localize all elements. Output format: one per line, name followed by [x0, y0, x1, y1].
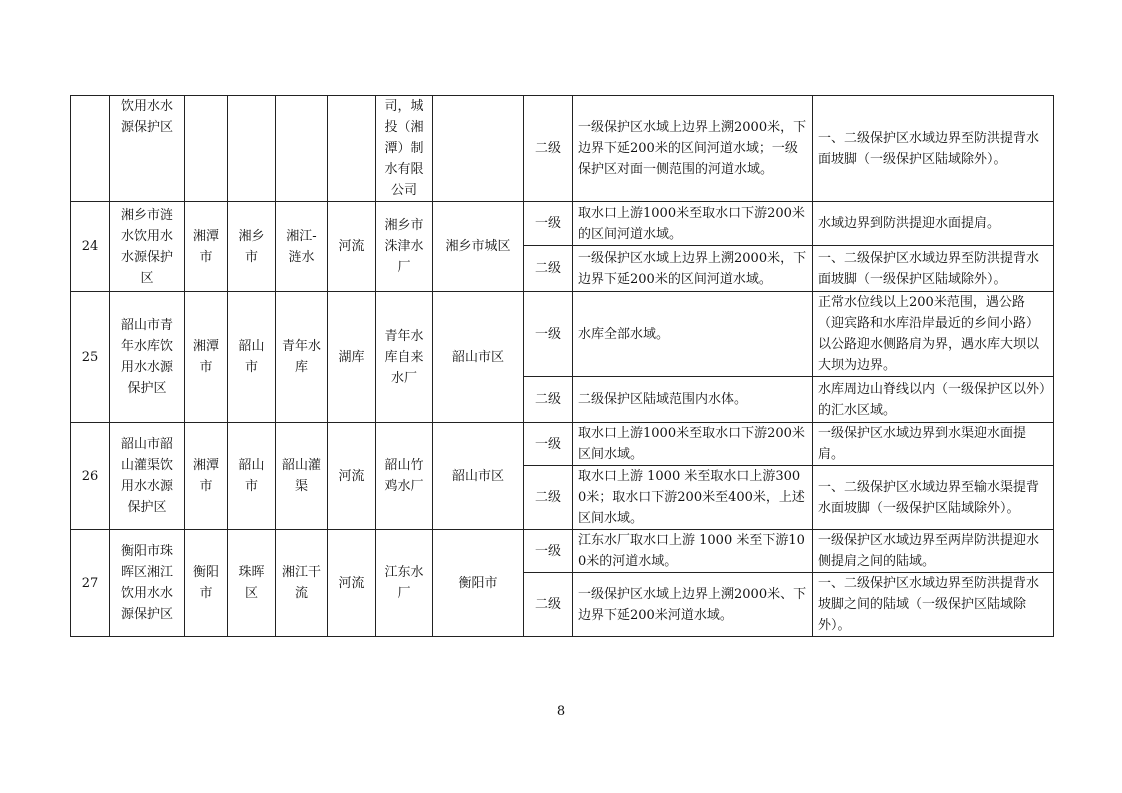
cell-county: 韶山市 — [228, 292, 276, 423]
cell-water-type: 河流 — [328, 202, 376, 292]
cell-water-type: 河流 — [328, 530, 376, 637]
cell-zone-level: 二级 — [524, 573, 573, 637]
cell-county: 珠晖区 — [228, 530, 276, 637]
cell-land-range: 水库周边山脊线以内（一级保护区以外）的汇水区域。 — [813, 377, 1054, 423]
table-row — [71, 423, 1054, 466]
cell-water-range: 水库全部水域。 — [573, 292, 813, 377]
cell-land-range: 一级保护区水域边界到水渠迎水面提肩。 — [813, 423, 1054, 466]
cell-land-range: 一、二级保护区水域边界至防洪提背水坡脚之间的陆域（一级保护区陆域除外）。 — [813, 573, 1054, 637]
cell-protection-area-name: 韶山市韶山灌渠饮用水水源保护区 — [110, 423, 185, 530]
cell-land-range: 正常水位线以上200米范围，遇公路（迎宾路和水库沿岸最近的乡间小路）以公路迎水侧路肩为界，遇水库大坝以大坝为边界。 — [813, 292, 1054, 377]
cell-land-range: 一、二级保护区水域边界至防洪提背水面坡脚（一级保护区陆域除外）。 — [813, 96, 1054, 202]
table-row — [71, 292, 1054, 377]
cell-county: 湘乡市 — [228, 202, 276, 292]
cell-number: 25 — [71, 292, 110, 423]
cell-water-plant: 湘乡市洙津水厂 — [376, 202, 433, 292]
cell-land-range: 水域边界到防洪提迎水面提肩。 — [813, 202, 1054, 246]
cell-water-range: 一级保护区水域上边界上溯2000米，下边界下延200米的区间河道水域；一级保护区对面一侧范围的河道水域。 — [573, 96, 813, 202]
protection-zone-table — [70, 95, 1054, 637]
cell-zone-level: 二级 — [524, 377, 573, 423]
table-body — [71, 96, 1054, 637]
cell-water-range: 一级保护区水域上边界上溯2000米、下边界下延200米河道水域。 — [573, 573, 813, 637]
cell-zone-level: 二级 — [524, 96, 573, 202]
table-row — [71, 202, 1054, 246]
cell-zone-level: 一级 — [524, 202, 573, 246]
cell-number: 27 — [71, 530, 110, 637]
cell-service-area: 湘乡市城区 — [433, 202, 524, 292]
cell-water-type — [328, 96, 376, 202]
cell-zone-level: 二级 — [524, 466, 573, 530]
cell-protection-area-name: 湘乡市涟水饮用水水源保护区 — [110, 202, 185, 292]
cell-zone-level: 一级 — [524, 292, 573, 377]
cell-water-body: 韶山灌渠 — [276, 423, 328, 530]
cell-water-range: 江东水厂取水口上游 1000 米至下游100米的河道水域。 — [573, 530, 813, 573]
cell-water-range: 二级保护区陆域范围内水体。 — [573, 377, 813, 423]
cell-zone-level: 一级 — [524, 423, 573, 466]
cell-service-area: 衡阳市 — [433, 530, 524, 637]
cell-land-range: 一、二级保护区水域边界至输水渠提背水面坡脚（一级保护区陆域除外）。 — [813, 466, 1054, 530]
cell-city: 湘潭市 — [185, 292, 228, 423]
cell-water-range: 取水口上游 1000 米至取水口上游3000米；取水口下游200米至400米，上述区间水域。 — [573, 466, 813, 530]
cell-zone-level: 一级 — [524, 530, 573, 573]
cell-protection-area-name: 饮用水水源保护区 — [110, 96, 185, 202]
cell-city — [185, 96, 228, 202]
cell-city: 湘潭市 — [185, 423, 228, 530]
cell-county: 韶山市 — [228, 423, 276, 530]
cell-city: 衡阳市 — [185, 530, 228, 637]
cell-number: 26 — [71, 423, 110, 530]
cell-number — [71, 96, 110, 202]
cell-water-type: 河流 — [328, 423, 376, 530]
cell-water-body: 湘江干流 — [276, 530, 328, 637]
cell-water-plant: 江东水厂 — [376, 530, 433, 637]
cell-water-range: 取水口上游1000米至取水口下游200米区间水域。 — [573, 423, 813, 466]
table-row — [71, 96, 1054, 202]
cell-service-area: 韶山市区 — [433, 292, 524, 423]
cell-service-area — [433, 96, 524, 202]
cell-water-range: 取水口上游1000米至取水口下游200米的区间河道水域。 — [573, 202, 813, 246]
cell-zone-level: 二级 — [524, 246, 573, 292]
cell-city: 湘潭市 — [185, 202, 228, 292]
cell-county — [228, 96, 276, 202]
cell-land-range: 一、二级保护区水域边界至防洪提背水面坡脚（一级保护区陆域除外）。 — [813, 246, 1054, 292]
cell-water-body: 青年水库 — [276, 292, 328, 423]
cell-land-range: 一级保护区水域边界至两岸防洪提迎水侧提肩之间的陆域。 — [813, 530, 1054, 573]
cell-protection-area-name: 衡阳市珠晖区湘江饮用水水源保护区 — [110, 530, 185, 637]
page-number: 8 — [556, 704, 566, 719]
cell-service-area: 韶山市区 — [433, 423, 524, 530]
cell-water-body: 湘江-涟水 — [276, 202, 328, 292]
cell-water-plant: 青年水库自来水厂 — [376, 292, 433, 423]
cell-water-plant: 司，城投（湘潭）制水有限公司 — [376, 96, 433, 202]
cell-water-type: 湖库 — [328, 292, 376, 423]
cell-water-range: 一级保护区水域上边界上溯2000米，下边界下延200米的区间河道水域。 — [573, 246, 813, 292]
table-row — [71, 530, 1054, 573]
cell-water-body — [276, 96, 328, 202]
cell-number: 24 — [71, 202, 110, 292]
cell-protection-area-name: 韶山市青年水库饮用水水源保护区 — [110, 292, 185, 423]
cell-water-plant: 韶山竹鸡水厂 — [376, 423, 433, 530]
